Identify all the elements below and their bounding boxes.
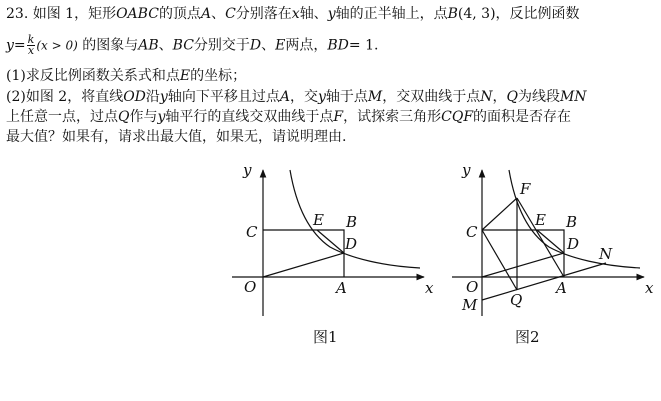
math-var: E <box>275 37 286 54</box>
text-segment: 分别落在 <box>235 6 292 22</box>
text-segment: 如图 1，矩形 <box>32 6 117 22</box>
math-var: CQF <box>441 109 474 125</box>
text-segment: 轴的正半轴上，点 <box>335 6 448 22</box>
text-segment: ，交双曲线于点 <box>382 89 481 105</box>
math-var: y <box>159 89 168 105</box>
text-segment: ， <box>492 89 507 105</box>
text-segment: (2)如图 2，将直线 <box>6 89 124 105</box>
fig1-segment-od <box>263 253 344 277</box>
math-var: AB <box>138 37 159 54</box>
fig2-label-f: F <box>520 180 531 198</box>
math-var: C <box>225 6 236 22</box>
fig2-label-m: M <box>462 296 478 314</box>
fig2-label-o: O <box>466 278 479 296</box>
fig1-label-o: O <box>244 278 257 296</box>
fig1-rectangle <box>263 230 344 277</box>
fig1-label-c: C <box>246 223 258 241</box>
fig2-label-d: D <box>567 235 580 253</box>
math-var: N <box>480 89 493 105</box>
fig1-label-e: E <box>313 211 324 229</box>
figure-2 <box>452 170 644 316</box>
fig2-label-e: E <box>535 211 546 229</box>
fig2-label-b: B <box>566 213 578 231</box>
text-segment: 轴平行的直线交双曲线于点 <box>165 109 334 125</box>
math-var: A <box>279 89 290 105</box>
text-segment: 、 <box>211 6 226 22</box>
math-var: OD <box>123 89 146 105</box>
fig2-label-a: A <box>556 279 567 297</box>
math-symbol: = <box>13 37 26 54</box>
math-var: D <box>249 37 262 54</box>
fig2-segment-cf <box>482 198 517 230</box>
math-var: Q <box>118 109 130 125</box>
text-segment: 最大值？如果有，请求出最大值，如果无，请说明理由. <box>6 129 347 145</box>
text-segment: ，试探索三角形 <box>343 109 442 125</box>
text-segment: 、 <box>158 37 173 54</box>
math-var: B <box>447 6 458 22</box>
fraction-numerator: k <box>27 33 35 46</box>
text-segment: 的坐标； <box>190 68 247 84</box>
math-condition: (x > 0) <box>36 38 78 53</box>
text-segment: ，反比例函数 <box>495 6 580 22</box>
math-var: BC <box>172 37 194 54</box>
math-var: M <box>367 89 383 105</box>
fig1-label-y: y <box>243 161 252 179</box>
math-var: y <box>157 109 166 125</box>
text-segment: 的图象与 <box>82 37 139 54</box>
math-var: F <box>333 109 344 125</box>
fig2-caption: 图2 <box>515 328 540 346</box>
problem-number: 23. <box>6 6 29 22</box>
figure-1-labels <box>242 161 434 346</box>
fig2-label-y: y <box>462 161 471 179</box>
text-segment: 轴向下平移且过点 <box>167 89 280 105</box>
fig2-line-mn <box>482 263 606 300</box>
fig1-label-d: D <box>345 235 358 253</box>
text-segment: 作与 <box>129 109 158 125</box>
figure-2-labels <box>461 161 654 346</box>
text-segment: 分别交于 <box>193 37 250 54</box>
fig2-line-ed <box>537 230 564 253</box>
fig2-label-x: x <box>645 279 654 297</box>
math-coords: (4, 3) <box>457 6 496 22</box>
fig1-caption: 图1 <box>313 328 338 346</box>
math-var: y <box>6 37 14 54</box>
fig2-label-q: Q <box>510 291 523 309</box>
math-var: A <box>200 6 212 22</box>
math-var: x <box>291 6 300 22</box>
text-segment: 的顶点 <box>158 6 201 22</box>
fig2-label-n: N <box>599 245 613 263</box>
text-segment: ，交 <box>289 89 318 105</box>
math-var: BD <box>327 37 349 54</box>
fig2-segment-cq <box>482 230 517 290</box>
text-segment: (1)求反比例函数关系式和点 <box>6 68 180 84</box>
text-segment: 、 <box>261 37 276 54</box>
fig1-line-ed <box>317 230 344 253</box>
math-value: = 1. <box>348 37 379 54</box>
fig2-rectangle <box>482 230 564 277</box>
text-segment: 轴、 <box>299 6 328 22</box>
math-var: Q <box>506 89 518 105</box>
text-segment: 的面积是否存在 <box>473 109 572 125</box>
text-segment: 轴于点 <box>325 89 368 105</box>
math-var: E <box>179 68 191 84</box>
math-var: y <box>317 89 326 105</box>
fraction-denominator: x <box>27 44 35 57</box>
fig2-label-c: C <box>466 223 478 241</box>
text-segment: 为线段 <box>517 89 560 105</box>
math-var: y <box>327 6 336 22</box>
text-segment: 上任意一点，过点 <box>6 109 118 125</box>
text-segment: 沿 <box>145 89 160 105</box>
fig1-label-a: A <box>336 279 347 297</box>
text-segment: 两点， <box>285 37 328 54</box>
fig1-label-x: x <box>425 279 434 297</box>
fig1-label-b: B <box>346 213 358 231</box>
figure-1 <box>232 170 424 316</box>
math-var: MN <box>559 89 587 105</box>
math-var: OABC <box>116 6 159 22</box>
